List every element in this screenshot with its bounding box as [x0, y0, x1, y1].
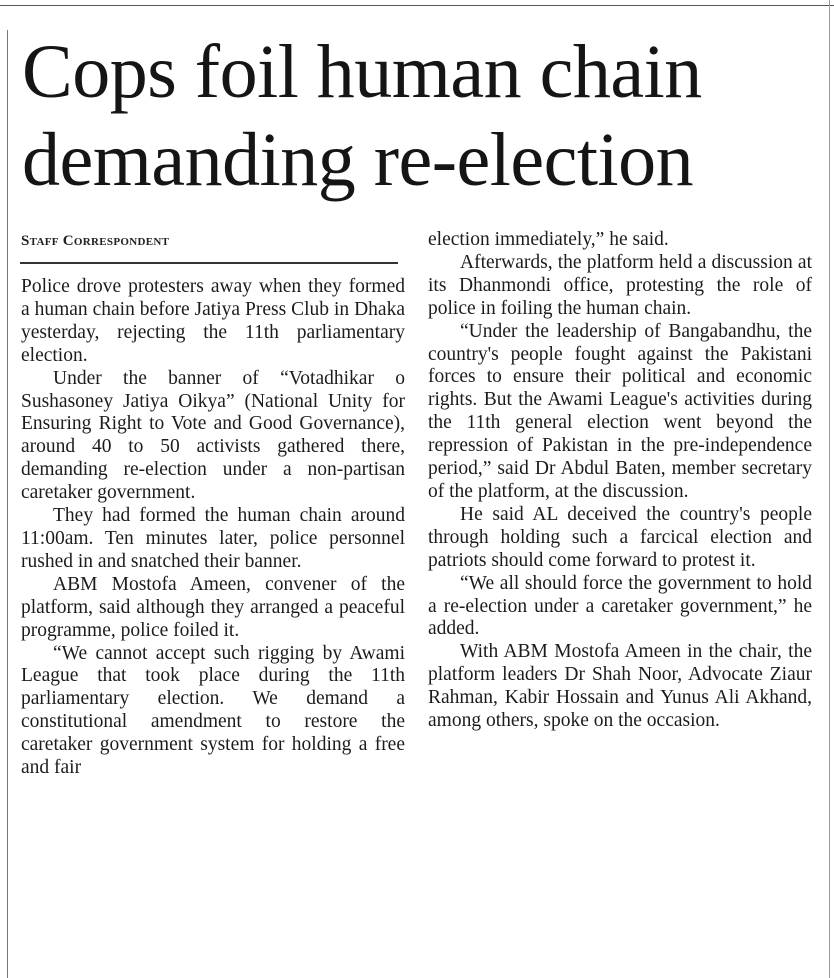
headline: [22, 28, 822, 204]
top-border-rule: [0, 5, 834, 6]
paragraph: ABM Mostofa Ameen, convener of the platform, said although they arranged a peaceful programme, police foiled it.: [21, 573, 405, 641]
article-column-1: [21, 276, 405, 780]
paragraph: They had formed the human chain around 11:00am. Ten minutes later, police personnel rushed in and snatched their banner.: [21, 505, 405, 572]
left-border-rule: [7, 30, 8, 978]
paragraph: He said AL deceived the country's people through holding such a farcical election and patriots should come forward to protest it.: [428, 503, 812, 571]
paragraph: Police drove protesters away when they formed a human chain before Jatiya Press Club in Dhaka yesterday, rejecting the 11th parliamentary election.: [21, 276, 405, 366]
byline-rule: [20, 262, 398, 264]
paragraph: “Under the leadership of Bangabandhu, the country's people fought against the Pakistani forces to ensure their political and economic rights. But the Awami League's activities during the 11th general election went beyond the repression of Pakistan in the pre-independence period,” said Dr Abdul Baten, member secretary of the platform, at the discussion.: [428, 320, 812, 502]
headline-line-1: Cops foil human chain: [22, 30, 702, 114]
right-border-rule: [829, 0, 830, 978]
paragraph: “We all should force the government to hold a re-election under a caretaker government,” he added.: [428, 572, 812, 640]
article-column-2: [428, 229, 812, 733]
paragraph: With ABM Mostofa Ameen in the chair, the platform leaders Dr Shah Noor, Advocate Ziaur Rahman, Kabir Hossain and Yunus Ali Akhand, among others, spoke on the occasion.: [428, 641, 812, 732]
paragraph: election immediately,” he said.: [428, 229, 669, 250]
paragraph: Under the banner of “Votadhikar o Sushasoney Jatiya Oikya” (National Unity for Ensuring Right to Vote and Good Governance), around 40 to 50 activists gathered there, demanding re-election under a non-partisan caretaker government.: [21, 367, 405, 504]
headline-line-2: demanding re-election: [22, 118, 694, 202]
paragraph: Afterwards, the platform held a discussion at its Dhanmondi office, protesting the role of police in foiling the human chain.: [428, 251, 812, 319]
paragraph: “We cannot accept such rigging by Awami League that took place during the 11th parliamentary election. We demand a constitutional amendment to restore the caretaker government system for holding a free and fair: [21, 642, 405, 779]
byline: Staff Correspondent: [21, 233, 170, 249]
